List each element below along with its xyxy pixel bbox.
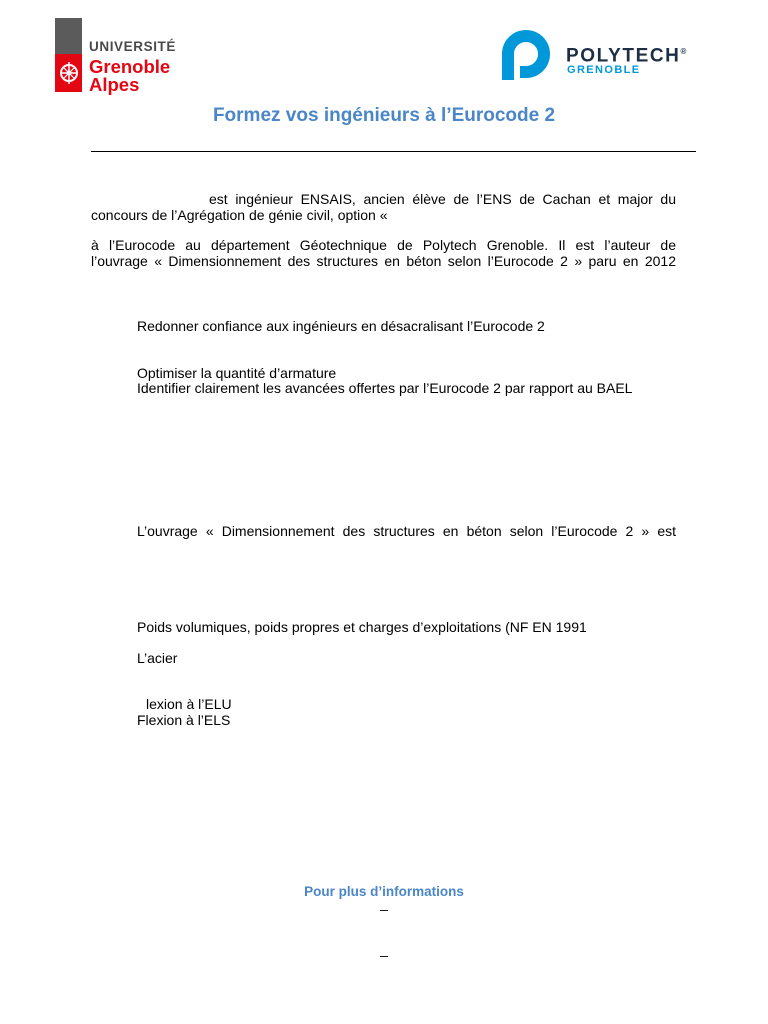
program-item-4: Flexion à l’ELS: [137, 712, 231, 728]
uga-logo-universite: UNIVERSITÉ: [89, 39, 177, 54]
program-item-2: L’acier: [137, 650, 178, 666]
more-info-heading: Pour plus d’informations: [304, 884, 464, 899]
document-title: Formez vos ingénieurs à l’Eurocode 2: [212, 105, 556, 126]
intro-line-4: l’ouvrage « Dimensionnement des structures en béton selon l’Eurocode 2 » paru en 2012: [91, 253, 676, 269]
contact-dash-2: –: [380, 947, 388, 963]
intro-line-1: est ingénieur ENSAIS, ancien élève de l’ENS de Cachan et major du: [209, 191, 676, 207]
polytech-logo-grenoble: GRENOBLE: [567, 64, 641, 76]
polytech-grenoble-logo: [494, 22, 704, 88]
program-item-3: lexion à l’ELU: [146, 696, 232, 712]
uga-logo-gray-block: [55, 18, 82, 54]
book-line: L’ouvrage « Dimensionnement des structures en béton selon l’Eurocode 2 » est: [137, 523, 676, 539]
polytech-logo-name-text: POLYTECH: [566, 45, 681, 67]
universite-grenoble-alpes-logo: [55, 18, 195, 94]
contact-dash-1: –: [380, 901, 388, 917]
polytech-logo-name: [566, 42, 686, 66]
uga-logo-alpes: Alpes: [89, 74, 140, 95]
uga-logo-grenoble: Grenoble: [89, 56, 171, 77]
program-item-1: Poids volumiques, poids propres et charges d’exploitations (NF EN 1991: [137, 619, 587, 635]
objective-item-1: Redonner confiance aux ingénieurs en désacralisant l’Eurocode 2: [137, 318, 545, 334]
polytech-registered-mark: ®: [680, 47, 687, 56]
intro-line-3: à l’Eurocode au département Géotechnique de Polytech Grenoble. Il est l’auteur de: [91, 237, 676, 253]
intro-line-2: concours de l’Agrégation de génie civil, option «: [91, 207, 388, 223]
title-divider: [91, 151, 696, 152]
uga-emblem-icon: [58, 58, 80, 88]
objective-item-3: Identifier clairement les avancées offertes par l’Eurocode 2 par rapport au BAEL: [137, 380, 633, 396]
objective-item-2: Optimiser la quantité d’armature: [137, 365, 337, 381]
polytech-mark-icon: [494, 22, 558, 86]
